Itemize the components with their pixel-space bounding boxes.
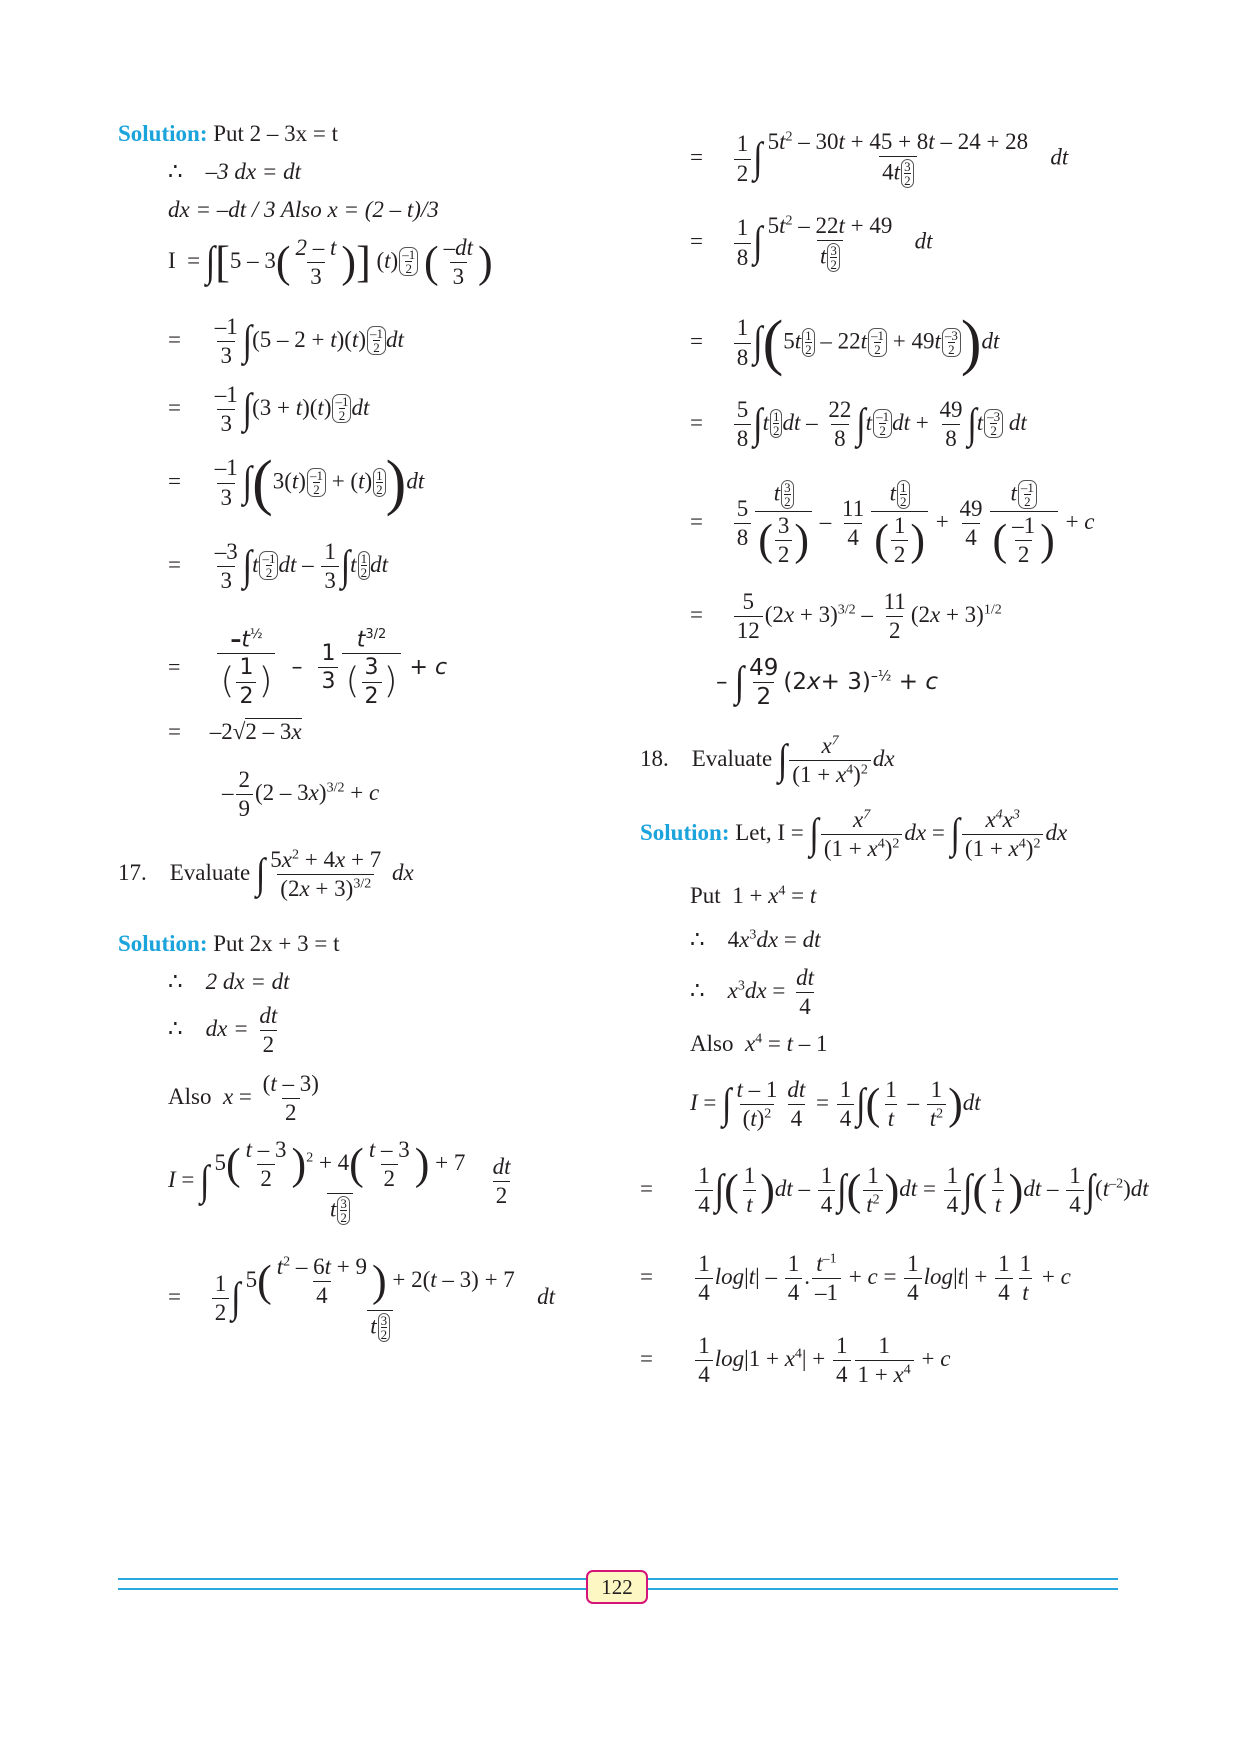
equation-line: I = ∫[5 – 3( $\frac{2 - t}{3}$ )] (t) $\frac{-1}{2}$ ( $\frac{-dt}{3}$ ) <box>168 235 493 290</box>
equation-line: – ∫ $\frac{49}{2}$ $(2x+ 3)^{-\frac{1}{2}} + c$ <box>716 655 938 711</box>
question-18: 18. Evaluate ∫ $\frac{x^7}{(1 + x^4)^2}$ dx <box>640 733 895 788</box>
equation-line: = $\frac{-1}{3}$ ∫(3(t) $\frac{-1}{2}$ + (t) $\frac{1}{2}$ )dt <box>168 449 425 517</box>
equation-line: = $\frac{5}{8}$ ∫t $\frac{1}{2}$ dt – $\frac{22}{8}$ ∫t $\frac{-1}{2}$ dt + $\frac{49}{8}$ ∫t $\frac{-3}{2}$ dt <box>690 397 1027 452</box>
equation-line: = $\frac{-1}{3}$ ∫(3 + t)(t) $\frac{-1}{2}$ dt <box>168 382 370 437</box>
question-text: Evaluate <box>691 745 773 771</box>
step-line: ∴ 2 dx = dt <box>168 969 290 994</box>
equation-line: = $\frac{1}{8}$ ∫(5t $\frac{1}{2}$ – 22t $\frac{-1}{2}$ + 49t $\frac{-3}{2}$ )dt <box>690 309 1000 377</box>
equation-line: = $\frac{1}{4}$ log|t| – $\frac{1}{4}$ . $\frac{t^{-1}}{-1}$ + c = $\frac{1}{4}$ log|t| + $\frac{1}{4}$ $\frac{1}{t}$ + c <box>640 1251 1071 1306</box>
step-line: ∴ $4x^3dx$ = dt <box>690 927 821 952</box>
equation-line: = $\frac{1}{4}$ ∫( $\frac{1}{t}$ )dt – $\frac{1}{4}$ ∫( $\frac{1}{t^2}$ )dt = $\frac{1}{4}$ ∫( $\frac{1}{t}$ )dt – $\frac{1}{4}$ $\int(t^{-2})dt$ <box>640 1163 1149 1218</box>
solution-17-header <box>118 932 340 955</box>
equation-line: I = ∫ $\frac{t - 1}{(t)^2}$ $\frac{dt}{4}$ = $\frac{1}{4}$ ∫( $\frac{1}{t}$ – $\frac{1}{t^2}$ )dt <box>690 1077 981 1132</box>
solution-label: Solution: <box>118 121 208 146</box>
solution-label: Solution: <box>640 819 730 845</box>
equation-line: = $\frac{5}{12}$ $(2x + 3)^{3/2}$ – $\frac{11}{2}$ $(2x + 3)^{1/2}$ <box>690 589 1002 644</box>
equation-line: = $\frac{1}{2}$ ∫ $5t^2 - 30t + 45 + 8t - 24 + 28$ 4t $\frac{3}{2}$ dt <box>690 129 1069 189</box>
equation-line: = $\frac{-1}{3}$ ∫(5 – 2 + t)(t) $\frac{-1}{2}$ dt <box>168 314 404 369</box>
equation-line: I = ∫ 5( $\frac{t - 3}{2}$ )$^2$ + 4( $\frac{t - 3}{2}$ ) + 7 t $\frac{3}{2}$ $\frac{dt}{2}$ <box>168 1137 511 1226</box>
step-line: Also x = $\frac{(t - 3)}{2}$ <box>168 1071 319 1126</box>
question-17: 17. Evaluate ∫ $\frac{5x^2 + 4x + 7}{(2x + 3)^{3/2}}$ dx <box>118 847 414 902</box>
step-line: Put $1 + x^4 = t$ <box>690 883 817 908</box>
equation-line: = –2√2 – 3x <box>168 719 302 744</box>
step-line: ∴ dx = $\frac{dt}{2}$ <box>168 1003 278 1058</box>
question-number: 17. <box>118 859 147 885</box>
solution-let-text: Let, I = <box>735 819 804 845</box>
equation-line: – $\frac{2}{9}$ (2 – 3x)$^{3/2}$ + c <box>222 767 380 822</box>
step-line: dx = –dt / 3 Also x = (2 – t)/3 <box>168 197 439 222</box>
solution-16-header <box>118 122 338 145</box>
equation-line: = $\frac{1}{4}$ $\log|1 + x^4|$ + $\frac{1}{4}$ $\frac{1}{1 + x^4}$ + c <box>640 1333 951 1388</box>
step-line: Also $x^4 = t - 1$ <box>690 1031 828 1056</box>
solution-label: Solution: <box>118 931 208 956</box>
page-number: 122 <box>586 1570 648 1604</box>
equation-line: = $\frac{-3}{3}$ ∫t $\frac{-1}{2}$ dt – $\frac{1}{3}$ ∫t $\frac{1}{2}$ dt <box>168 539 388 594</box>
solution-18-header: Solution: Let, I = ∫ $\frac{x^7}{(1 + x^4)^2}$ dx = ∫ $\frac{x^4x^3}{(1 + x^4)^2}$ dx <box>640 807 1068 862</box>
equation-line: = $\frac{1}{8}$ ∫ $5t^2 - 22t + 49$ t $\frac{3}{2}$ dt <box>690 213 933 273</box>
equation-line: = $\frac{5}{8}$ t $\frac{3}{2}$ ( $\frac{3}{2}$ ) – $\frac{11}{4}$ t $\frac{1}{2}$ ( $\frac{1}{2}$ ) + $\frac{49}{4}$ t $\frac{-1}{2}$ ( $\frac{-1}{2}$ ) + c <box>690 480 1095 568</box>
solution-put-text: Put 2x + 3 = t <box>213 931 340 956</box>
equation-line: = $-t^{\frac{1}{2}}$ ( $\frac{1}{2}$ ) – $\frac{1}{3}$ $t^{3/2}$ ( $\frac{3}{2}$ ) + c <box>168 627 448 709</box>
step-line: ∴ $x^3dx$ = $\frac{dt}{4}$ <box>690 965 814 1020</box>
question-text: Evaluate <box>169 859 251 885</box>
solution-put-text: Put 2 – 3x = t <box>213 121 339 146</box>
question-number: 18. <box>640 745 669 771</box>
step-line: ∴ –3 dx = dt <box>168 159 302 184</box>
equation-line: = $\frac{1}{2}$ ∫ 5( $\frac{t^2 - 6t + 9}{4}$ ) + 2(t – 3) + 7 t $\frac{3}{2}$ dt <box>168 1254 555 1343</box>
